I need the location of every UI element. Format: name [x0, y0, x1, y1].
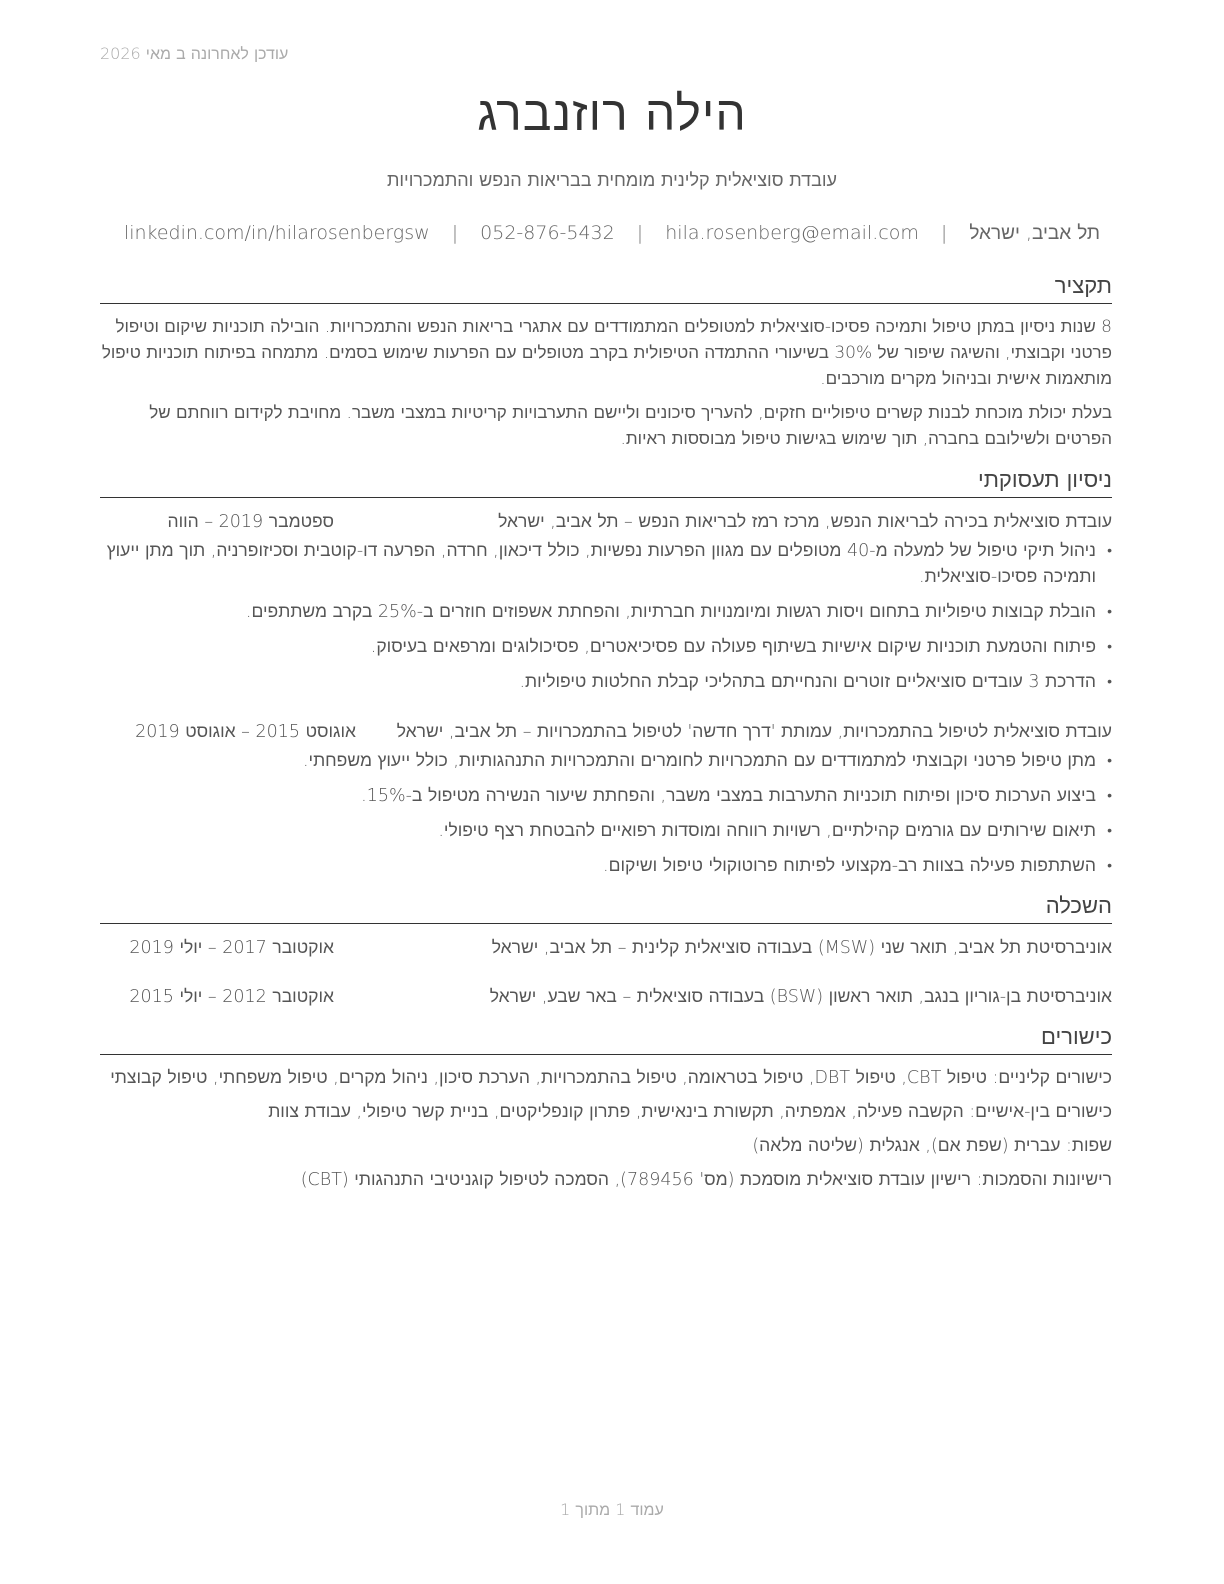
resume-body [100, 272, 1112, 1201]
section-title-skills: כישורים [100, 1023, 1112, 1055]
section-title-summary: תקציר [100, 272, 1112, 304]
page-number-footer: עמוד 1 מתוך 1 [560, 1500, 664, 1519]
section-title-education: השכלה [100, 892, 1112, 924]
summary-paragraph: בעלת יכולת מוכחת לבנות קשרים טיפוליים חזקים, להעריך סיכונים וליישם התערבויות קריטיות במצבי משבר. מחויבת לקידום רווחתם של הפרטים ולשילובם בחברה, תוך שימוש בגישות טיפול מבוססות ראיות. [149, 403, 1112, 449]
skills-row: שפות: עברית (שפת אם), אנגלית (שליטה מלאה) [752, 1136, 1112, 1156]
job-bullet: • הובלת קבוצות טיפוליות בתחום ויסות רגשות ומיומנויות חברתיות, והפחתת אשפוזים חוזרים ב-25% בקרב משתתפים. [100, 599, 1112, 625]
contact-linkedin-link[interactable]: linkedin.com/in/hilarosenbergsw [123, 222, 430, 244]
job-bullet: • השתתפות פעילה בצוות רב-מקצועי לפיתוח פרוטוקולי טיפול ושיקום. [100, 853, 1112, 879]
last-updated-note: עודכן לאחרונה ב מאי 2026 [100, 44, 289, 63]
job-bullets [100, 538, 1112, 695]
education-item [100, 934, 1112, 962]
job-bullet: • הדרכת 3 עובדים סוציאליים זוטרים והנחייתם בתהליכי קבלת החלטות טיפוליות. [100, 669, 1112, 695]
contact-separator: | [636, 222, 644, 244]
job-bullet: • תיאום שירותים עם גורמים קהילתיים, רשויות רווחה ומוסדות רפואיים להבטחת רצף טיפולי. [100, 818, 1112, 844]
job-bullet: • פיתוח והטמעת תוכניות שיקום אישיות בשיתוף פעולה עם פסיכיאטרים, פסיכולוגים ומרפאים בעיסוק. [100, 634, 1112, 660]
job-dates: אוגוסט 2015 – אוגוסט 2019 [135, 722, 356, 742]
job-dates: ספטמבר 2019 – הווה [167, 512, 334, 532]
job-header [100, 718, 1112, 746]
skills-row: כישורים קליניים: טיפול CBT, טיפול DBT, טיפול בטראומה, טיפול בהתמכרויות, הערכת סיכון, ניהול מקרים, טיפול משפחתי, טיפול קבוצתי [110, 1068, 1112, 1088]
contact-phone: 052-876-5432 [480, 222, 615, 244]
summary-paragraph: 8 שנות ניסיון במתן טיפול ותמיכה פסיכו-סוציאלית למטופלים המתמודדים עם אתגרי בריאות הנפש והתמכרויות. הובילה תוכניות שיקום וטיפול פרטני וקבוצתי, והשיגה שיפור של 30% בשיעורי ההתמדה הטיפולית בקרב מטופלים עם הפרעות שימוש בסמים. מתמחה בפיתוח תוכניות טיפול מותאמות אישית ובניהול מקרים מורכבים. [101, 317, 1112, 389]
education-school: אוניברסיטת תל אביב, תואר שני (MSW) בעבודה סוציאלית קלינית – תל אביב, ישראל [491, 938, 1112, 958]
skills-row: רישיונות והסמכות: רישיון עובדת סוציאלית מוסמכת (מס' 789456), הסמכה לטיפול קוגניטיבי התנהגותי (CBT) [300, 1170, 1112, 1190]
education-item [100, 983, 1112, 1011]
job-role: עובדת סוציאלית בכירה לבריאות הנפש, מרכז רמז לבריאות הנפש – תל אביב, ישראל [498, 512, 1112, 532]
contact-line [0, 222, 1224, 245]
section-title-experience: ניסיון תעסוקתי [100, 466, 1112, 498]
contact-separator: | [940, 222, 948, 244]
job-bullets [100, 748, 1112, 879]
contact-email-link[interactable]: hila.rosenberg@email.com [665, 222, 919, 244]
education-dates: אוקטובר 2017 – יולי 2019 [129, 938, 334, 958]
job-role: עובדת סוציאלית לטיפול בהתמכרויות, עמותת 'דרך חדשה' לטיפול בהתמכרויות – תל אביב, ישראל [396, 722, 1112, 742]
education-school: אוניברסיטת בן-גוריון בנגב, תואר ראשון (BSW) בעבודה סוציאלית – באר שבע, ישראל [489, 987, 1112, 1007]
job-bullet: • ניהול תיקי טיפול של למעלה מ-40 מטופלים עם מגוון הפרעות נפשיות, כולל דיכאון, חרדה, הפרעה דו-קוטבית וסכיזופרניה, תוך מתן ייעוץ ותמיכה פסיכו-סוציאלית. [100, 538, 1112, 590]
job-bullet: • ביצוע הערכות סיכון ופיתוח תוכניות התערבות במצבי משבר, והפחתת שיעור הנשירה מטיפול ב-15%. [100, 783, 1112, 809]
contact-separator: | [451, 222, 459, 244]
job-header [100, 508, 1112, 536]
candidate-subtitle: עובדת סוציאלית קלינית מומחית בבריאות הנפש והתמכרויות [386, 170, 838, 191]
skills-row: כישורים בין-אישיים: הקשבה פעילה, אמפתיה, תקשורת בינאישית, פתרון קונפליקטים, בניית קשר טיפולי, עבודת צוות [268, 1102, 1112, 1122]
job-bullet: • מתן טיפול פרטני וקבוצתי למתמודדים עם התמכרויות לחומרים והתמכרויות התנהגותיות, כולל ייעוץ משפחתי. [100, 748, 1112, 774]
candidate-name: הילה רוזנברג [477, 86, 747, 142]
education-dates: אוקטובר 2012 – יולי 2015 [129, 987, 334, 1007]
contact-location: תל אביב, ישראל [969, 222, 1101, 244]
